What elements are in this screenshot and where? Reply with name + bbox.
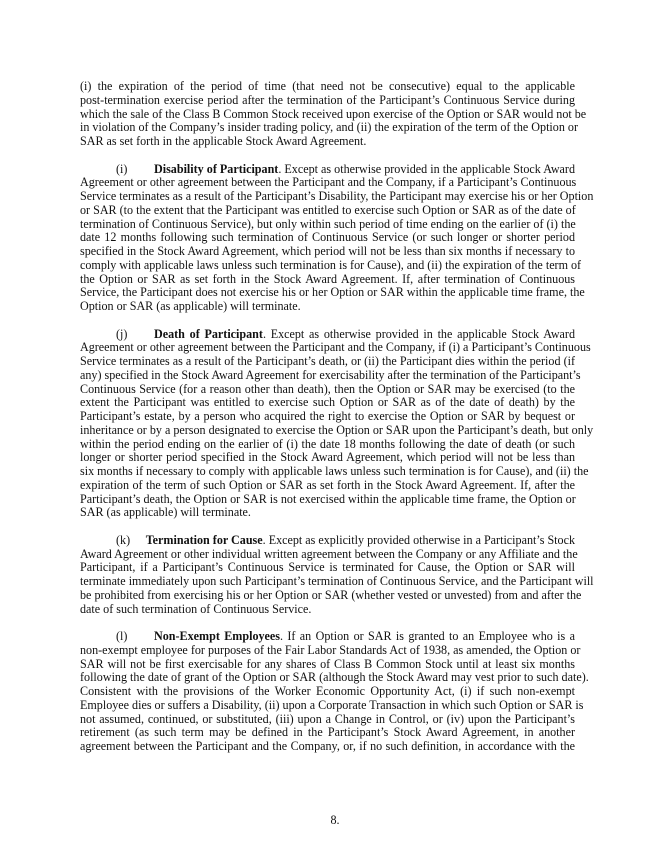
section-title: Non-Exempt Employees: [154, 629, 280, 643]
paragraph-spacer: [80, 616, 575, 630]
text-line: extent the Participant was entitled to exercise such Option or SAR as of the date of death) by the: [80, 395, 575, 410]
section-label: (k): [116, 532, 131, 547]
text-line: inheritance or by a person designated to exercise the Option or SAR upon the Participant’s death, but only: [80, 422, 594, 437]
section-heading-text: [154, 630, 575, 644]
text-line: terminate immediately upon such Participant’s termination of Continuous Service, and the Participant will: [80, 574, 594, 588]
text-line: termination of Continuous Service), but only within such period of time ending on the earlier of (i) the: [80, 216, 576, 231]
section-intro-text: . If an Option or SAR is granted to an Employee who is a: [279, 629, 575, 643]
text-line: six months if necessary to comply with applicable laws unless such termination is for Cause), and (ii) the: [80, 464, 589, 478]
text-line: SAR (as applicable) will terminate.: [80, 505, 251, 520]
intro-paragraph: [80, 79, 587, 149]
text-line: Participant, if a Participant’s Continuous Service is terminated for Cause, the Option or SAR will: [80, 560, 575, 575]
text-line: Agreement or other agreement between the Participant and the Company, if a Participant’s Continuous: [80, 175, 577, 190]
section-intro-text: . Except as otherwise provided in the applicable Stock Award: [262, 326, 575, 341]
section-paragraph: [80, 532, 594, 617]
text-line: within the period ending on the earlier of (i) the date 18 months following the date of death (or such: [80, 436, 575, 451]
section-heading-text: [146, 534, 575, 548]
paragraph-spacer: [80, 149, 575, 163]
text-line: SAR as set forth in the applicable Stock Award Agreement.: [80, 134, 367, 148]
text-line: Continuous Service (for a reason other than death), then the Option or SAR may be exercised (to the: [80, 381, 575, 396]
text-line: any) specified in the Stock Award Agreement for exercisability after the termination of the Participant’s: [80, 367, 581, 382]
text-line: Service terminates as a result of the Participant’s Disability, the Participant may exercise his or her Option: [80, 189, 594, 203]
text-line: (i) the expiration of the period of time (that need not be consecutive) equal to the applicable: [80, 79, 575, 93]
section-heading-line: [80, 328, 575, 342]
text-line: comply with applicable laws unless such termination is for Cause), and (ii) the expiration of the term of: [80, 257, 582, 272]
section-heading-text: [154, 328, 575, 342]
text-line: non-exempt employee for purposes of the Fair Labor Standards Act of 1938, as amended, the Option or: [80, 642, 581, 657]
paragraph-spacer: [80, 314, 575, 328]
page-number: 8.: [330, 813, 340, 827]
text-line: Award Agreement or other individual written agreement between the Company or any Affiliate and the: [80, 546, 578, 561]
text-line: Agreement or other agreement between the Participant and the Company, if (i) a Participant’s Continuous: [80, 340, 591, 355]
section-title: Disability of Participant: [154, 161, 279, 176]
section-heading-line: [80, 630, 575, 644]
text-line: be prohibited from exercising his or her Option or SAR (whether vested or unvested) from and after the: [80, 587, 582, 602]
text-line: Participant’s estate, by a person who acquired the right to exercise the Option or SAR by bequest or: [80, 409, 575, 423]
section-paragraph: [80, 326, 594, 521]
text-line: Consistent with the provisions of the Worker Economic Opportunity Act, (i) if such non-exempt: [80, 684, 575, 698]
section-paragraph: [80, 161, 594, 314]
text-line: Employee dies or suffers a Disability, (ii) upon a Corporate Transaction in which such Option or SAR is: [80, 697, 584, 712]
text-line: Service, the Participant does not exercise his or her Option or SAR within the applicable time frame, the: [80, 285, 585, 300]
paragraph-spacer: [80, 520, 575, 534]
section-title: Death of Participant: [154, 326, 263, 341]
section-paragraph: [80, 629, 589, 754]
text-line: Service terminates as a result of the Participant’s death, or (ii) the Participant dies within the period (if: [80, 354, 575, 368]
text-line: Participant’s death, the Option or SAR is not exercised within the applicable time frame, the Option or: [80, 491, 576, 506]
text-line: following the date of grant of the Option or SAR (although the Stock Award may vest prior to such date).: [80, 670, 589, 685]
text-line: in violation of the Company’s insider trading policy, and (ii) the expiration of the term of the Option or: [80, 120, 578, 135]
section-label: (i): [116, 161, 128, 176]
text-line: retirement (as such term may be defined in the Participant’s Stock Award Agreement, in another: [80, 725, 575, 740]
text-line: not assumed, continued, or substituted, (iii) upon a Change in Control, or (iv) upon the Participant’s: [80, 711, 575, 726]
section-title: Termination for Cause: [145, 532, 263, 547]
text-line: expiration of the term of such Option or SAR as set forth in the Stock Award Agreement. If, after the: [80, 477, 575, 492]
text-line: agreement between the Participant and the Company, or, if no such definition, in accordance with the: [80, 739, 575, 753]
text-line: SAR will not be first exercisable for any shares of Class B Common Stock until at least six months: [80, 656, 575, 671]
document-page: [80, 79, 594, 754]
section-intro-text: . Except as explicitly provided otherwise in a Participant’s Stock: [262, 532, 575, 547]
section-heading-text: [154, 163, 575, 177]
text-line: Option or SAR (as applicable) will terminate.: [80, 299, 301, 313]
section-heading-line: [80, 534, 575, 548]
text-line: the Option or SAR as set forth in the Stock Award Agreement. If, after termination of Continuous: [80, 271, 575, 286]
section-intro-text: . Except as otherwise provided in the applicable Stock Award: [278, 161, 575, 176]
text-line: longer or shorter period specified in the Stock Award Agreement, which period will not be less than: [80, 450, 575, 465]
text-line: date 12 months following such termination of Continuous Service (or such longer or shorter period: [80, 230, 575, 245]
text-line: or SAR (to the extent that the Participant was entitled to exercise such Option or SAR as of the date of: [80, 202, 576, 217]
section-label: (j): [116, 326, 128, 341]
section-label: (l): [116, 629, 128, 643]
text-line: specified in the Stock Award Agreement, which period will not be less than six months if necessary to: [80, 244, 575, 258]
text-line: post-termination exercise period after the termination of the Participant’s Continuous Service during: [80, 92, 575, 107]
text-line: which the sale of the Class B Common Stock received upon exercise of the Option or SAR would not be: [80, 106, 587, 121]
text-line: date of such termination of Continuous Service.: [80, 601, 312, 616]
section-heading-line: [80, 163, 575, 177]
